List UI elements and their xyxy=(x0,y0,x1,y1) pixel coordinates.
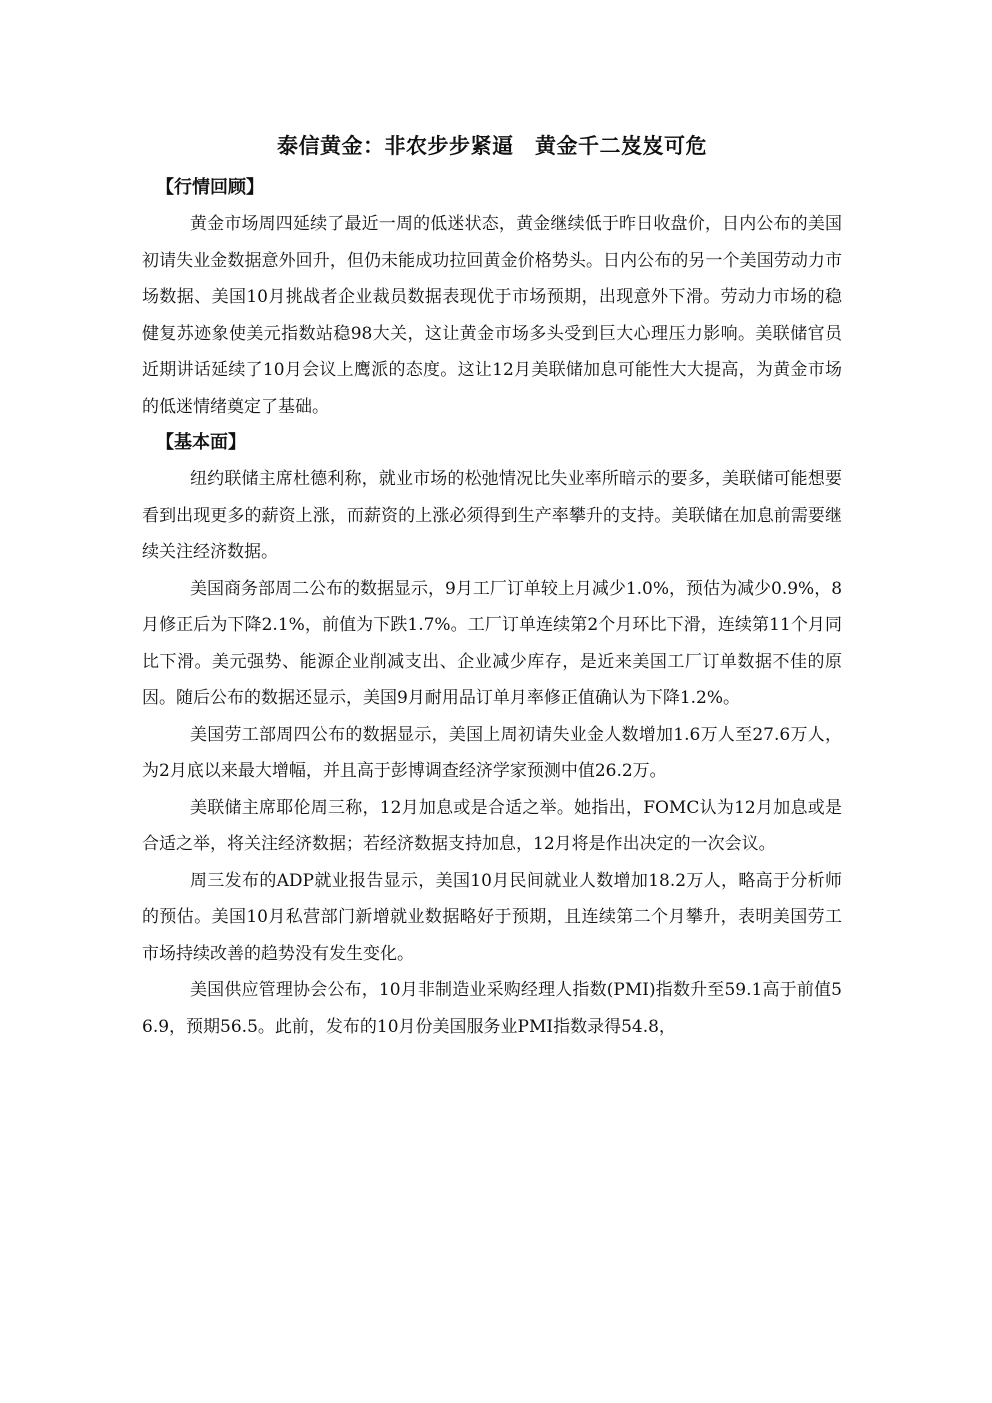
section-heading: 【基本面】 xyxy=(156,432,246,453)
paragraph: 周三发布的ADP就业报告显示，美国10月民间就业人数增加18.2万人，略高于分析师的预估。美国10月私营部门新增就业数据略好于预期，且连续第二个月攀升，表明美国劳工市场持续改善的趋势没有发生变化。 xyxy=(142,870,842,964)
paragraph: 黄金市场周四延续了最近一周的低迷状态，黄金继续低于昨日收盘价，日内公布的美国初请失业金数据意外回升，但仍未能成功拉回黄金价格势头。日内公布的另一个美国劳动力市场数据、美国10月挑战者企业裁员数据表现优于市场预期，出现意外下滑。劳动力市场的稳健复苏迹象使美元指数站稳98大关，这让黄金市场多头受到巨大心理压力影响。美联储官员近期讲话延续了10月会议上鹰派的态度。这让12月美联储加息可能性大大提高，为黄金市场的低迷情绪奠定了基础。 xyxy=(142,214,842,417)
section-market-review xyxy=(142,170,842,425)
section-fundamentals xyxy=(142,425,842,1045)
paragraph: 纽约联储主席杜德利称，就业市场的松弛情况比失业率所暗示的要多，美联储可能想要看到出现更多的薪资上涨，而薪资的上涨必须得到生产率攀升的支持。美联储在加息前需要继续关注经济数据。 xyxy=(142,469,842,562)
paragraph: 美联储主席耶伦周三称，12月加息或是合适之举。她指出，FOMC认为12月加息或是合适之举，将关注经济数据；若经济数据支持加息，12月将是作出决定的一次会议。 xyxy=(142,797,842,854)
section-heading: 【行情回顾】 xyxy=(156,177,264,198)
paragraph: 美国供应管理协会公布，10月非制造业采购经理人指数(PMI)指数升至59.1高于前值56.9，预期56.5。此前，发布的10月份美国服务业PMI指数录得54.8， xyxy=(142,980,842,1037)
document-title: 泰信黄金：非农步步紧逼 黄金千二岌岌可危 xyxy=(277,134,707,158)
document-page xyxy=(142,126,842,1045)
paragraph: 美国劳工部周四公布的数据显示，美国上周初请失业金人数增加1.6万人至27.6万人，为2月底以来最大增幅，并且高于彭博调查经济学家预测中值26.2万。 xyxy=(142,724,842,781)
paragraph: 美国商务部周二公布的数据显示，9月工厂订单较上月减少1.0%，预估为减少0.9%，8月修正后为下降2.1%，前值为下跌1.7%。工厂订单连续第2个月环比下滑，连续第11个月同比下滑。美元强势、能源企业削减支出、企业减少库存，是近来美国工厂订单数据不佳的原因。随后公布的数据还显示，美国9月耐用品订单月率修正值确认为下降1.2%。 xyxy=(142,578,843,708)
